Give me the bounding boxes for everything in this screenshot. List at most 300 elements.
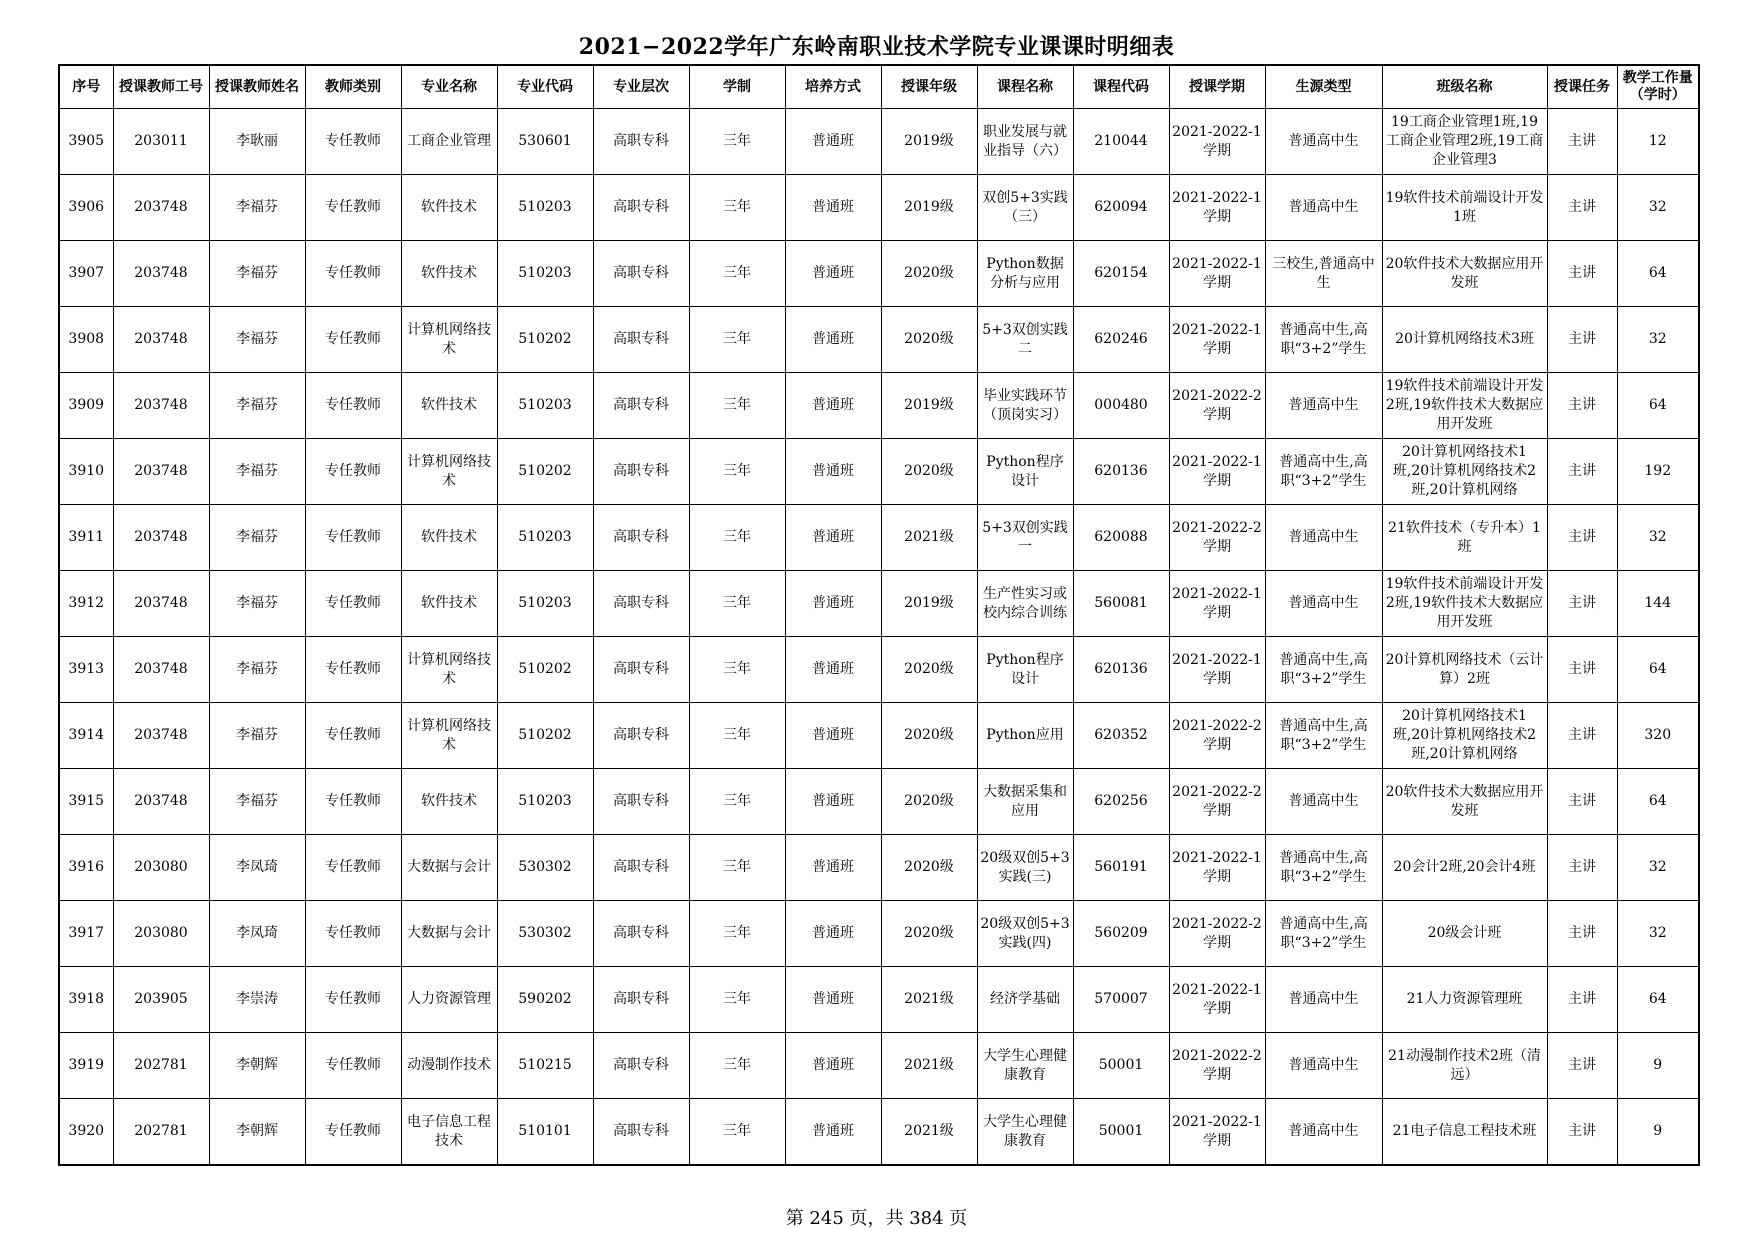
cell-text: 普通高中生,高职“3+2”学生: [1279, 321, 1368, 357]
cell-text: 203011: [134, 133, 188, 149]
cell-text: 2019级: [904, 133, 954, 149]
table-cell: [209, 1033, 305, 1099]
cell-text: 三年: [723, 1123, 751, 1139]
table-cell: [209, 307, 305, 373]
cell-text: 3915: [68, 793, 105, 809]
table-cell: [1169, 769, 1265, 835]
cell-text: 203080: [134, 859, 188, 875]
cell-text: 软件技术: [421, 265, 477, 281]
table-cell: [689, 307, 785, 373]
table-cell: [977, 109, 1073, 175]
cell-text: 软件技术: [421, 793, 477, 809]
cell-text: 主讲: [1568, 727, 1596, 743]
table-cell: [59, 241, 113, 307]
cell-text: 普通班: [812, 1123, 854, 1139]
table-cell: [785, 571, 881, 637]
cell-text: 普通班: [812, 859, 854, 875]
table-cell: [1382, 703, 1547, 769]
cell-text: 20级会计班: [1427, 925, 1502, 941]
table-cell: [59, 637, 113, 703]
cell-text: 高职专科: [613, 1123, 669, 1139]
table-cell: [1265, 835, 1382, 901]
cell-text: Python程序设计: [986, 651, 1064, 687]
column-header: 授课年级: [881, 65, 977, 109]
table-cell: [1265, 967, 1382, 1033]
table-cell: [1617, 703, 1699, 769]
cell-text: 三年: [723, 133, 751, 149]
cell-text: 2019级: [904, 397, 954, 413]
cell-text: 20计算机网络技术1班,20计算机网络技术2班,20计算机网络: [1392, 444, 1537, 498]
cell-text: 32: [1648, 925, 1667, 941]
cell-text: 三年: [723, 331, 751, 347]
table-cell: [689, 373, 785, 439]
table-cell: [1617, 175, 1699, 241]
table-cell: [977, 769, 1073, 835]
cell-text: 电子信息工程技术: [407, 1113, 491, 1149]
table-cell: [977, 505, 1073, 571]
table-cell: [1382, 967, 1547, 1033]
cell-text: 3917: [68, 925, 105, 941]
cell-text: 620256: [1094, 793, 1148, 809]
cell-text: 202781: [134, 1057, 188, 1073]
table-cell: [593, 505, 689, 571]
cell-text: 203748: [134, 265, 188, 281]
cell-text: 64: [1648, 793, 1667, 809]
table-cell: [977, 703, 1073, 769]
cell-text: 生产性实习或校内综合训练: [983, 585, 1067, 621]
cell-text: 经济学基础: [990, 991, 1060, 1007]
table-cell: [497, 967, 593, 1033]
cell-text: 530302: [518, 925, 572, 941]
table-cell: [1617, 307, 1699, 373]
table-cell: [881, 571, 977, 637]
table-cell: [881, 637, 977, 703]
cell-text: 560081: [1094, 595, 1148, 611]
cell-text: 普通高中生,高职“3+2”学生: [1279, 453, 1368, 489]
cell-text: 高职专科: [613, 331, 669, 347]
table-cell: [593, 571, 689, 637]
cell-text: 普通高中生,高职“3+2”学生: [1279, 717, 1368, 753]
cell-text: 普通班: [812, 925, 854, 941]
table-cell: [59, 439, 113, 505]
table-cell: [305, 109, 401, 175]
cell-text: 专任教师: [325, 199, 381, 215]
table-cell: [785, 967, 881, 1033]
column-header: 序号: [59, 65, 113, 109]
table-cell: [1169, 241, 1265, 307]
cell-text: 专任教师: [325, 793, 381, 809]
cell-text: 主讲: [1568, 199, 1596, 215]
cell-text: 高职专科: [613, 859, 669, 875]
table-cell: [401, 1099, 497, 1166]
cell-text: 2021-2022-2学期: [1172, 915, 1262, 951]
cell-text: 普通班: [812, 199, 854, 215]
cell-text: 李朝辉: [236, 1123, 278, 1139]
cell-text: 2020级: [904, 727, 954, 743]
cell-text: 50001: [1098, 1057, 1144, 1073]
table-cell: [209, 637, 305, 703]
column-header: 授课任务: [1547, 65, 1617, 109]
table-cell: [785, 769, 881, 835]
table-row: [59, 901, 1699, 967]
table-cell: [1382, 637, 1547, 703]
table-cell: [1382, 241, 1547, 307]
table-cell: [1073, 703, 1169, 769]
cell-text: 510203: [518, 595, 572, 611]
cell-text: 192: [1644, 463, 1672, 479]
cell-text: 3905: [68, 133, 105, 149]
cell-text: 三年: [723, 199, 751, 215]
cell-text: 主讲: [1568, 529, 1596, 545]
table-row: [59, 241, 1699, 307]
table-cell: [785, 307, 881, 373]
table-cell: [209, 1099, 305, 1166]
table-cell: [785, 901, 881, 967]
table-cell: [785, 373, 881, 439]
cell-text: 专任教师: [325, 661, 381, 677]
cell-text: 203748: [134, 793, 188, 809]
table-cell: [59, 703, 113, 769]
table-cell: [497, 373, 593, 439]
column-header: 学制: [689, 65, 785, 109]
table-cell: [113, 505, 209, 571]
cell-text: 主讲: [1568, 991, 1596, 1007]
cell-text: 620246: [1094, 331, 1148, 347]
cell-text: 3920: [68, 1123, 105, 1139]
table-cell: [59, 571, 113, 637]
table-cell: [113, 1099, 209, 1166]
table-cell: [401, 439, 497, 505]
table-cell: [113, 571, 209, 637]
table-cell: [593, 307, 689, 373]
table-row: [59, 967, 1699, 1033]
cell-text: 2020级: [904, 859, 954, 875]
table-cell: [305, 1099, 401, 1166]
table-cell: [209, 835, 305, 901]
cell-text: 20软件技术大数据应用开发班: [1385, 783, 1544, 819]
table-cell: [785, 109, 881, 175]
table-cell: [785, 637, 881, 703]
table-cell: [593, 835, 689, 901]
cell-text: 510202: [518, 661, 572, 677]
table-cell: [1547, 769, 1617, 835]
cell-text: 三年: [723, 595, 751, 611]
table-row: [59, 307, 1699, 373]
cell-text: 李凤琦: [236, 925, 278, 941]
table-cell: [1547, 1033, 1617, 1099]
cell-text: 2020级: [904, 925, 954, 941]
cell-text: 专任教师: [325, 727, 381, 743]
cell-text: 专任教师: [325, 133, 381, 149]
table-cell: [497, 241, 593, 307]
table-cell: [209, 967, 305, 1033]
cell-text: 专任教师: [325, 265, 381, 281]
cell-text: 主讲: [1568, 1123, 1596, 1139]
cell-text: 2021-2022-1学期: [1172, 189, 1262, 225]
cell-text: 620094: [1094, 199, 1148, 215]
cell-text: 2020级: [904, 661, 954, 677]
cell-text: 2021-2022-2学期: [1172, 783, 1262, 819]
table-row: [59, 439, 1699, 505]
table-cell: [1265, 1033, 1382, 1099]
table-cell: [881, 703, 977, 769]
table-cell: [113, 373, 209, 439]
cell-text: 2021-2022-2学期: [1172, 519, 1262, 555]
table-cell: [497, 439, 593, 505]
table-row: [59, 571, 1699, 637]
table-cell: [59, 307, 113, 373]
table-cell: [977, 175, 1073, 241]
table-cell: [497, 1099, 593, 1166]
table-row: [59, 505, 1699, 571]
table-cell: [401, 835, 497, 901]
table-cell: [1547, 1099, 1617, 1166]
cell-text: 203748: [134, 661, 188, 677]
cell-text: 普通班: [812, 1057, 854, 1073]
table-cell: [1073, 109, 1169, 175]
table-cell: [689, 835, 785, 901]
cell-text: 2020级: [904, 331, 954, 347]
cell-text: 主讲: [1568, 265, 1596, 281]
cell-text: 专任教师: [325, 529, 381, 545]
cell-text: 3918: [68, 991, 105, 1007]
cell-text: 李福芬: [236, 331, 278, 347]
table-cell: [305, 637, 401, 703]
table-cell: [593, 439, 689, 505]
cell-text: 2021-2022-2学期: [1172, 717, 1262, 753]
cell-text: 李福芬: [236, 595, 278, 611]
cell-text: 大数据采集和应用: [983, 783, 1067, 819]
table-cell: [305, 241, 401, 307]
table-cell: [689, 1099, 785, 1166]
table-cell: [497, 769, 593, 835]
table-cell: [593, 769, 689, 835]
table-cell: [209, 241, 305, 307]
table-cell: [1169, 439, 1265, 505]
table-cell: [1382, 1033, 1547, 1099]
cell-text: 三年: [723, 529, 751, 545]
cell-text: 20会计2班,20会计4班: [1393, 859, 1536, 875]
table-cell: [1265, 1099, 1382, 1166]
table-cell: [1547, 241, 1617, 307]
table-cell: [113, 637, 209, 703]
table-cell: [1382, 769, 1547, 835]
table-cell: [1169, 967, 1265, 1033]
table-cell: [1547, 505, 1617, 571]
table-cell: [1169, 109, 1265, 175]
cell-text: 320: [1644, 727, 1672, 743]
table-row: [59, 637, 1699, 703]
cell-text: 2021级: [904, 529, 954, 545]
table-cell: [1547, 109, 1617, 175]
cell-text: 203748: [134, 595, 188, 611]
cell-text: 19工商企业管理1班,19工商企业管理2班,19工商企业管理3: [1385, 114, 1544, 168]
table-cell: [1382, 439, 1547, 505]
table-cell: [1073, 637, 1169, 703]
table-cell: [209, 769, 305, 835]
table-row: [59, 175, 1699, 241]
cell-text: 20级双创5+3实践(三): [980, 849, 1070, 885]
cell-text: 144: [1644, 595, 1672, 611]
table-cell: [689, 769, 785, 835]
table-cell: [1382, 307, 1547, 373]
cell-text: 510202: [518, 463, 572, 479]
cell-text: 李福芬: [236, 529, 278, 545]
table-cell: [1265, 769, 1382, 835]
table-cell: [1382, 373, 1547, 439]
cell-text: 000480: [1094, 397, 1148, 413]
cell-text: 李福芬: [236, 199, 278, 215]
table-cell: [881, 835, 977, 901]
cell-text: 计算机网络技术: [407, 717, 491, 753]
table-cell: [1169, 571, 1265, 637]
table-cell: [593, 703, 689, 769]
table-cell: [1169, 1099, 1265, 1166]
table-cell: [689, 571, 785, 637]
table-cell: [1169, 835, 1265, 901]
cell-text: 20计算机网络技术1班,20计算机网络技术2班,20计算机网络: [1392, 708, 1537, 762]
table-cell: [689, 1033, 785, 1099]
table-cell: [1617, 967, 1699, 1033]
table-cell: [497, 505, 593, 571]
table-cell: [977, 637, 1073, 703]
table-cell: [59, 1033, 113, 1099]
cell-text: 普通高中生: [1288, 991, 1359, 1007]
cell-text: 普通班: [812, 133, 854, 149]
cell-text: 大数据与会计: [407, 859, 491, 875]
cell-text: 32: [1648, 529, 1667, 545]
cell-text: 620136: [1094, 463, 1148, 479]
table-cell: [977, 901, 1073, 967]
cell-text: 专任教师: [325, 859, 381, 875]
table-cell: [593, 967, 689, 1033]
table-cell: [1617, 571, 1699, 637]
table-cell: [689, 175, 785, 241]
cell-text: Python数据分析与应用: [986, 255, 1064, 291]
cell-text: 2021-2022-1学期: [1172, 255, 1262, 291]
table-cell: [881, 175, 977, 241]
cell-text: 专任教师: [325, 595, 381, 611]
cell-text: 普通班: [812, 991, 854, 1007]
table-cell: [1547, 175, 1617, 241]
table-cell: [113, 175, 209, 241]
table-cell: [1617, 769, 1699, 835]
table-cell: [305, 439, 401, 505]
table-cell: [401, 967, 497, 1033]
table-cell: [785, 241, 881, 307]
cell-text: 3909: [68, 397, 105, 413]
table-cell: [1382, 835, 1547, 901]
cell-text: 高职专科: [613, 727, 669, 743]
cell-text: 高职专科: [613, 925, 669, 941]
cell-text: 620136: [1094, 661, 1148, 677]
table-cell: [209, 175, 305, 241]
table-cell: [401, 637, 497, 703]
table-cell: [305, 505, 401, 571]
cell-text: 三年: [723, 463, 751, 479]
cell-text: 2021-2022-1学期: [1172, 585, 1262, 621]
cell-text: 3914: [68, 727, 105, 743]
table-cell: [209, 439, 305, 505]
table-cell: [209, 505, 305, 571]
cell-text: 三校生,普通高中生: [1272, 255, 1375, 291]
table-cell: [1265, 175, 1382, 241]
page-footer: 第 245 页，共 384 页: [785, 1208, 968, 1229]
cell-text: 李凤琦: [236, 859, 278, 875]
cell-text: 动漫制作技术: [407, 1057, 491, 1073]
cell-text: 510101: [518, 1123, 572, 1139]
table-cell: [1169, 703, 1265, 769]
table-cell: [1073, 1033, 1169, 1099]
cell-text: 3911: [68, 529, 105, 545]
table-cell: [113, 109, 209, 175]
cell-text: 李崇涛: [236, 991, 278, 1007]
cell-text: 大学生心理健康教育: [983, 1047, 1067, 1083]
cell-text: 50001: [1098, 1123, 1144, 1139]
table-cell: [1617, 109, 1699, 175]
table-cell: [1547, 703, 1617, 769]
cell-text: 2021-2022-1学期: [1172, 453, 1262, 489]
cell-text: 三年: [723, 727, 751, 743]
column-header: 生源类型: [1265, 65, 1382, 109]
cell-text: 高职专科: [613, 793, 669, 809]
cell-text: 李福芬: [236, 661, 278, 677]
cell-text: Python应用: [986, 727, 1064, 743]
table-cell: [1073, 505, 1169, 571]
table-cell: [593, 637, 689, 703]
cell-text: 三年: [723, 661, 751, 677]
table-cell: [1073, 241, 1169, 307]
table-cell: [401, 109, 497, 175]
table-cell: [305, 967, 401, 1033]
cell-text: 普通高中生: [1288, 1123, 1359, 1139]
table-cell: [593, 1099, 689, 1166]
table-cell: [209, 703, 305, 769]
cell-text: 普通班: [812, 463, 854, 479]
cell-text: 21动漫制作技术2班（清远）: [1388, 1047, 1541, 1083]
cell-text: 普通班: [812, 727, 854, 743]
cell-text: 64: [1648, 661, 1667, 677]
table-cell: [305, 373, 401, 439]
table-cell: [1073, 175, 1169, 241]
table-cell: [1617, 901, 1699, 967]
cell-text: 高职专科: [613, 397, 669, 413]
cell-text: 李福芬: [236, 265, 278, 281]
cell-text: 大数据与会计: [407, 925, 491, 941]
cell-text: 李福芬: [236, 727, 278, 743]
column-header: 培养方式: [785, 65, 881, 109]
cell-text: 普通高中生: [1288, 595, 1359, 611]
table-cell: [1265, 439, 1382, 505]
table-cell: [113, 901, 209, 967]
cell-text: 普通高中生: [1288, 1057, 1359, 1073]
table-cell: [593, 109, 689, 175]
cell-text: 三年: [723, 397, 751, 413]
cell-text: 21电子信息工程技术班: [1392, 1123, 1537, 1139]
cell-text: 计算机网络技术: [407, 453, 491, 489]
cell-text: 12: [1648, 133, 1667, 149]
table-cell: [59, 967, 113, 1033]
table-cell: [305, 835, 401, 901]
table-cell: [1382, 1099, 1547, 1166]
cell-text: 2021级: [904, 991, 954, 1007]
table-cell: [209, 109, 305, 175]
cell-text: 普通高中生: [1288, 529, 1359, 545]
table-cell: [401, 571, 497, 637]
table-cell: [977, 967, 1073, 1033]
table-cell: [1073, 439, 1169, 505]
cell-text: 2021级: [904, 1123, 954, 1139]
